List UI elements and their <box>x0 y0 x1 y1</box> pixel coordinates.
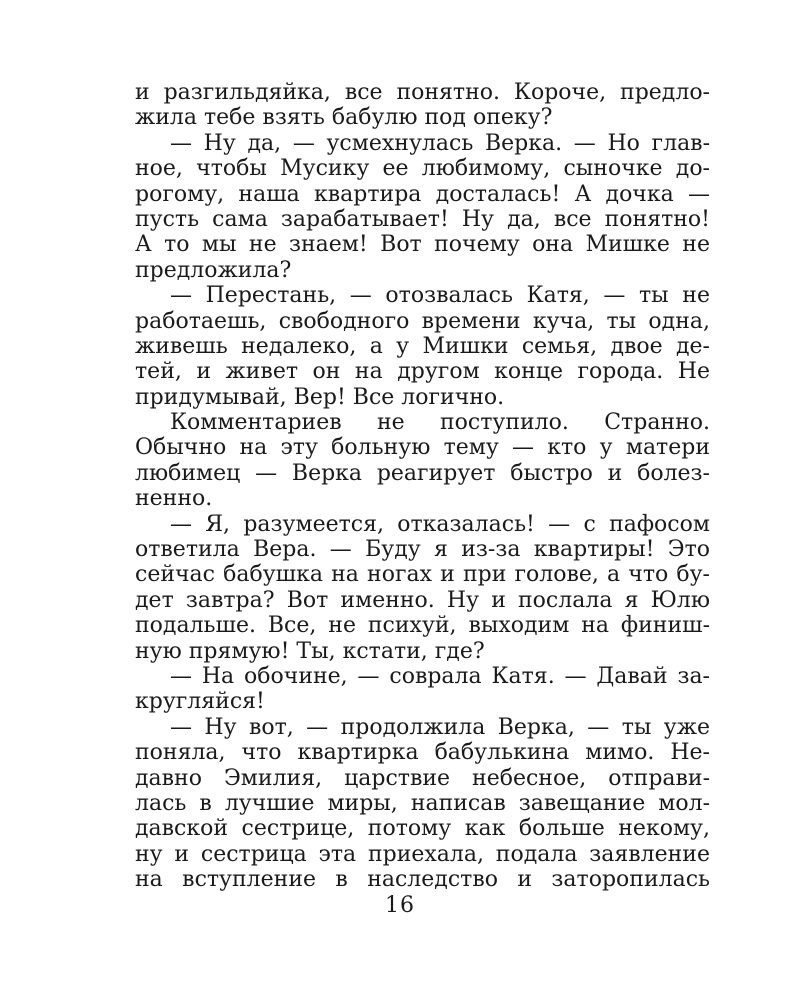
text-line: давской сестрице, потому как больше некому, <box>135 816 710 842</box>
text-line: Комментариев не поступило. Странно. <box>170 410 710 436</box>
text-line: подальше. Все, не психуй, выходим на финиш- <box>135 613 710 639</box>
text-line: — На обочине, — соврала Катя. — Давай за- <box>170 663 710 689</box>
page-number: 16 <box>385 893 415 918</box>
text-line: давно Эмилия, царствие небесное, отправи- <box>135 765 710 791</box>
text-line: рогому, наша квартира досталась! А дочка — <box>135 181 710 207</box>
text-line: ненно. <box>135 486 213 512</box>
body-text <box>135 80 710 893</box>
text-line: кругляйся! <box>135 689 265 715</box>
text-line: дет завтра? Вот именно. Ну и послала я Юлю <box>135 587 710 613</box>
text-line: Обычно на эту больную тему — кто у матери <box>135 435 710 461</box>
text-line: сейчас бабушка на ногах и при голове, а что бу- <box>135 562 710 588</box>
text-line: работаешь, свободного времени куча, ты одна, <box>135 308 710 334</box>
text-line: — Ну вот, — продолжила Верка, — ты уже <box>170 714 710 740</box>
text-line: ную прямую! Ты, кстати, где? <box>135 638 485 664</box>
text-line: жила тебе взять бабулю под опеку? <box>135 105 553 131</box>
text-line: поняла, что квартирка бабулькина мимо. Не- <box>135 740 710 766</box>
text-line: — Ну да, — усмехнулась Верка. — Но глав- <box>170 130 710 156</box>
text-line: — Я, разумеется, отказалась! — с пафосом <box>170 511 710 537</box>
text-line: живешь недалеко, а у Мишки семья, двое де- <box>135 333 710 359</box>
text-line: любимец — Верка реагирует быстро и болез- <box>135 460 710 486</box>
text-line: предложила? <box>135 257 292 283</box>
text-line: пусть сама зарабатывает! Ну да, все понятно! <box>135 206 710 232</box>
text-line: лась в лучшие миры, написав завещание мол- <box>135 790 710 816</box>
text-line: А то мы не знаем! Вот почему она Мишке не <box>135 232 710 258</box>
text-line: ну и сестрица эта приехала, подала заявление <box>135 841 710 867</box>
text-line: ное, чтобы Мусику ее любимому, сыночке до- <box>135 156 710 182</box>
text-line: тей, и живет он на другом конце города. Не <box>135 359 710 385</box>
text-line: и разгильдяйка, все понятно. Короче, предло- <box>135 80 710 105</box>
text-line: на вступление в наследство и заторопилась <box>135 867 710 893</box>
text-line: придумывай, Вер! Все логично. <box>135 384 505 410</box>
text-line: ответила Вера. — Буду я из-за квартиры! Это <box>135 537 710 563</box>
text-line: — Перестань, — отозвалась Катя, — ты не <box>170 283 710 309</box>
